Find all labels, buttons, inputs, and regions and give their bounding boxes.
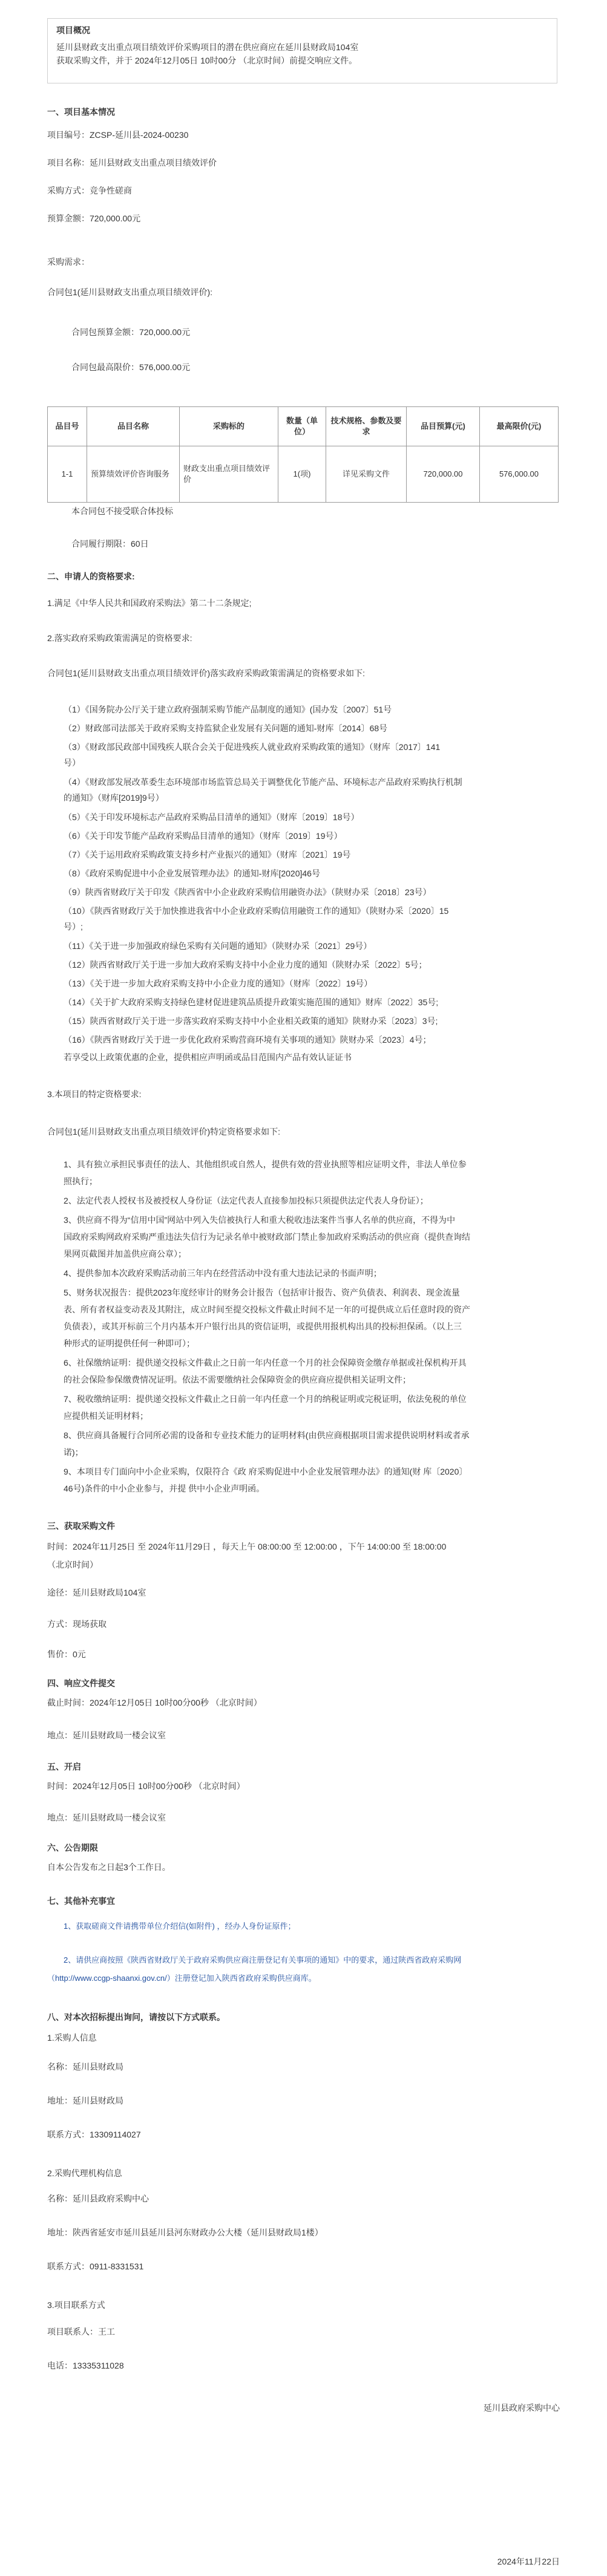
policy-item: （7）《关于运用政府采购政策支持乡村产业振兴的通知》（财库〔2021〕19号 [64, 850, 351, 859]
procurement-method: 采购方式：竞争性磋商 [47, 186, 132, 195]
qualification-3: 3.本项目的特定资格要求: [47, 1089, 142, 1099]
buyer-address: 地址：延川县财政局 [47, 2096, 123, 2105]
specific-requirement: 6、社保缴纳证明：提供递交投标文件截止之日前一年内任意一个月的社会保障资金缴存单据或社保机构开具 [64, 1358, 467, 1368]
section-7-heading: 七、其他补充事宜 [47, 1896, 115, 1906]
section-8-heading: 八、对本次招标提出询问，请按以下方式联系。 [47, 2012, 225, 2022]
table-cell: 576,000.00 [480, 446, 559, 503]
policy-item: （3）《财政部民政部中国残疾人联合会关于促进残疾人就业政府采购政策的通知》（财库〔2017〕141 [64, 742, 441, 752]
specific-requirement: 1、具有独立承担民事责任的法人、其他组织或自然人，提供有效的营业执照等相应证明文件，非法人单位参 [64, 1159, 467, 1169]
package-title: 合同包1(延川县财政支出重点项目绩效评价): [47, 287, 212, 297]
policy-item: 若享受以上政策优惠的企业，提供相应声明函或品目范围内产品有效认证证书 [64, 1052, 352, 1062]
buyer-phone: 联系方式：13309114027 [47, 2130, 141, 2139]
qualification-3-package: 合同包1(延川县财政支出重点项目绩效评价)特定资格要求如下: [47, 1127, 280, 1136]
issuer-name: 延川县政府采购中心 [484, 2403, 560, 2413]
submit-place: 地点：延川县财政局一楼会议室 [47, 1730, 166, 1740]
policy-item: （11）《关于进一步加强政府绿色采购有关问题的通知》（陕财办采〔2021〕29号） [64, 941, 372, 951]
table-cell: 财政支出重点项目绩效评价 [180, 446, 278, 503]
specific-requirement: 3、供应商不得为“信用中国”网站中列入失信被执行人和重大税收违法案件当事人名单的供应商，不得为中 [64, 1215, 456, 1225]
specific-requirement: 2、法定代表人授权书及被授权人身份证（法定代表人直接参加投标只须提供法定代表人身份证）； [64, 1196, 428, 1205]
policy-item: （10）《陕西省财政厅关于加快推进我省中小企业政府采购信用融资工作的通知》（陕财办采〔2020〕15 [64, 906, 449, 916]
section-4-heading: 四、响应文件提交 [47, 1678, 115, 1688]
package-budget: 合同包预算金额：720,000.00元 [71, 327, 191, 337]
specific-requirement: 照执行； [64, 1176, 97, 1186]
table-header-cell: 品目名称 [87, 407, 180, 446]
policy-item: （5）《关于印发环境标志产品政府采购品目清单的通知》（财库〔2019〕18号） [64, 812, 359, 822]
table-cell: 详见采购文件 [326, 446, 407, 503]
contact-person: 项目联系人：王工 [47, 2327, 115, 2336]
budget-amount: 预算金额：720,000.00元 [47, 214, 141, 223]
project-summary-box [47, 18, 557, 83]
table-cell: 1(项) [278, 446, 326, 503]
agent-name: 名称：延川县政府采购中心 [47, 2194, 149, 2203]
table-header-cell: 最高限价(元) [480, 407, 559, 446]
specific-requirement: 9、本项目专门面向中小企业采购，仅限符合《政 府采购促进中小企业发展管理办法》的通知(财 库〔2020〕 [64, 1467, 468, 1476]
qualification-2-package: 合同包1(延川县财政支出重点项目绩效评价)落实政府采购政策需满足的资格要求如下: [47, 668, 365, 678]
buyer-info-title: 1.采购人信息 [47, 2033, 97, 2043]
table-cell: 预算绩效评价咨询服务 [87, 446, 180, 503]
agent-address: 地址：陕西省延安市延川县延川县河东财政办公大楼（延川县财政局1楼） [47, 2228, 323, 2237]
section-1-heading: 一、项目基本情况 [47, 107, 115, 117]
contact-phone: 电话：13335311028 [47, 2361, 124, 2370]
table-header-cell: 品目预算(元) [407, 407, 480, 446]
project-number: 项目编号：ZCSP-延川县-2024-00230 [47, 130, 189, 140]
agent-info-title: 2.采购代理机构信息 [47, 2168, 122, 2178]
submit-deadline: 截止时间：2024年12月05日 10时00分00秒 （北京时间） [47, 1698, 262, 1707]
policy-item: （1）《国务院办公厅关于建立政府强制采购节能产品制度的通知》(国办发〔2007〕51号 [64, 705, 392, 714]
acquire-time-tz: （北京时间） [47, 1560, 98, 1570]
specific-requirement: 果网页截图并加盖供应商公章）； [64, 1249, 186, 1259]
policy-item: （16）《陕西省财政厅关于进一步优化政府采购营商环境有关事项的通知》陕财办采〔2023〕4号； [64, 1035, 431, 1045]
no-consortium-note: 本合同包不接受联合体投标 [71, 506, 173, 516]
policy-item: 的通知》（财库[2019]9号） [64, 793, 164, 803]
specific-requirement: 应提供相关证明材料； [64, 1411, 148, 1421]
section-3-heading: 三、获取采购文件 [47, 1521, 115, 1531]
policy-item: （13）《关于进一步加大政府采购支持中小企业力度的通知》（财库〔2022〕19号） [64, 979, 373, 988]
table-cell: 1-1 [48, 446, 87, 503]
specific-requirement: 7、税收缴纳证明：提供递交投标文件截止之日前一年内任意一个月的纳税证明或完税证明，依法免税的单位 [64, 1394, 467, 1404]
summary-line-2: 获取采购文件，并于 2024年12月05日 10时00分 （北京时间）前提交响应文件。 [56, 55, 358, 65]
section-2-heading: 二、申请人的资格要求: [47, 572, 135, 581]
project-name: 项目名称：延川县财政支出重点项目绩效评价 [47, 158, 217, 168]
supplement-item-2: 2、请供应商按照《陕西省财政厅关于政府采购供应商注册登记有关事项的通知》中的要求，通过陕西省政府采购网 [64, 1955, 462, 1965]
table-cell: 720,000.00 [407, 446, 480, 503]
table-header-cell: 技术规格、参数及要求 [326, 407, 407, 446]
specific-requirement: 负债表），或其开标前三个月内基本开户银行出具的资信证明，或提供用报机构出具的投标担保函。（以上三 [64, 1322, 462, 1331]
specific-requirement: 种形式的证明提供任何一种即可）； [64, 1339, 195, 1348]
package-max-price: 合同包最高限价：576,000.00元 [71, 362, 191, 372]
specific-requirement: 诺)； [64, 1447, 84, 1457]
policy-item: （9）陕西省财政厅关于印发《陕西省中小企业政府采购信用融资办法》（陕财办采〔2018〕23号） [64, 887, 431, 897]
table-header-row [48, 407, 559, 446]
table-header-cell: 采购标的 [180, 407, 278, 446]
acquire-method: 方式：现场获取 [47, 1619, 107, 1629]
procurement-demand: 采购需求： [47, 257, 90, 267]
specific-requirement: 8、供应商具备履行合同所必需的设备和专业技术能力的证明材料(由供应商根据项目需求提供说明材料或者承 [64, 1430, 470, 1440]
policy-item: 号）; [64, 922, 83, 931]
policy-item: （2）财政部司法部关于政府采购支持监狱企业发展有关问题的通知-财库〔2014〕68号 [64, 723, 388, 733]
table-row [48, 446, 559, 503]
summary-title: 项目概况 [56, 25, 90, 35]
opening-time: 时间：2024年12月05日 10时00分00秒 （北京时间） [47, 1781, 245, 1791]
supplement-item-1: 1、获取磋商文件请携带单位介绍信(如附件) ，经办人身份证原件； [64, 1922, 296, 1931]
contact-info-title: 3.项目联系方式 [47, 2300, 105, 2310]
policy-item: （4）《财政部发展改革委生态环境部市场监管总局关于调整优化节能产品、环境标志产品政府采购执行机制 [64, 777, 462, 787]
specific-requirement: 46号)条件的中小企业参与，并提 供中小企业声明函。 [64, 1484, 265, 1493]
qualification-1: 1.满足《中华人民共和国政府采购法》第二十二条规定; [47, 598, 252, 608]
opening-place: 地点：延川县财政局一楼会议室 [47, 1813, 166, 1822]
policy-item: （6）《关于印发节能产品政府采购品目清单的通知》（财库〔2019〕19号） [64, 831, 343, 841]
policy-item: 号） [64, 758, 80, 768]
agent-phone: 联系方式：0911-8331531 [47, 2261, 144, 2271]
policy-item: （15）陕西省财政厅关于进一步落实政府采购支持中小企业相关政策的通知》陕财办采〔2023〕3号; [64, 1016, 438, 1026]
document-price: 售价：0元 [47, 1649, 86, 1659]
specific-requirement: 的社会保险参保缴费情况证明。依法不需要缴纳社会保障资金的供应商应提供相关证明文件； [64, 1375, 411, 1384]
acquire-place: 途径：延川县财政局104室 [47, 1588, 146, 1597]
items-table [47, 406, 559, 503]
summary-line-1: 延川县财政支出重点项目绩效评价采购项目的潜在供应商应在延川县财政局104室 [56, 42, 359, 52]
announcement-period: 自本公告发布之日起3个工作日。 [47, 1862, 171, 1872]
specific-requirement: 5、财务状况报告：提供2023年度经审计的财务会计报告（包括审计报告、资产负债表、利润表、现金流量 [64, 1288, 460, 1297]
issue-date: 2024年11月22日 [497, 2557, 560, 2566]
section-5-heading: 五、开启 [47, 1762, 81, 1772]
specific-requirement: 国政府采购网政府采购严重违法失信行为记录名单中被财政部门禁止参加政府采购活动的供应商（提供查询结 [64, 1232, 470, 1242]
section-6-heading: 六、公告期限 [47, 1843, 98, 1853]
acquire-time: 时间：2024年11月25日 至 2024年11月29日 ，每天上午 08:00:00 至 12:00:00 ，下午 14:00:00 至 18:00:00 [47, 1542, 447, 1551]
registration-link[interactable]: （http://www.ccgp-shaanxi.gov.cn/）注册登记加入陕西省政府采购供应商库。 [47, 1974, 317, 1983]
policy-item: （8）《政府采购促进中小企业发展管理办法》的通知-财库[2020]46号 [64, 869, 320, 878]
policy-item: （12）陕西省财政厅关于进一步加大政府采购支持中小企业力度的通知（陕财办采〔2022〕5号； [64, 960, 427, 970]
qualification-2: 2.落实政府采购政策需满足的资格要求: [47, 633, 192, 643]
table-header-cell: 品目号 [48, 407, 87, 446]
policy-item: （14）《关于扩大政府采购支持绿色建材促进建筑品质提升政策实施范围的通知》财库〔2022〕35号; [64, 997, 439, 1007]
table-header-cell: 数量（单位） [278, 407, 326, 446]
specific-requirement: 4、提供参加本次政府采购活动前三年内在经营活动中没有重大违法记录的书面声明； [64, 1268, 382, 1278]
contract-term: 合同履行期限：60日 [71, 539, 149, 549]
specific-requirement: 表、所有者权益变动表及其附注，成立时间至提交投标文件截止时间不足一年的可提供成立后任意时段的资产 [64, 1305, 470, 1314]
buyer-name: 名称：延川县财政局 [47, 2062, 123, 2072]
